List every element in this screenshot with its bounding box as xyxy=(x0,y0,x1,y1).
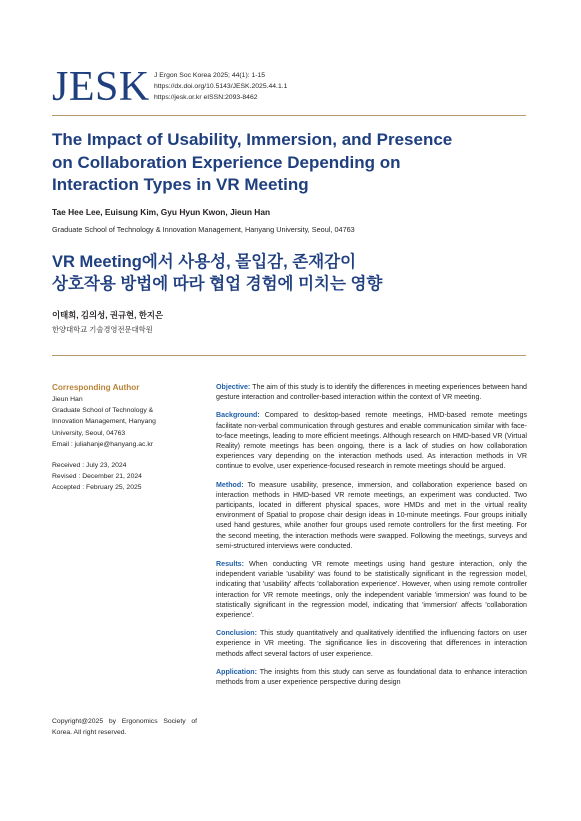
abstract-text: This study quantitatively and qualitatively identified the influencing factors on user experience in VR meeting. The significance lies in discovering that differences in interaction methods affect several factors of user experience. xyxy=(216,629,527,658)
abstract-label: Background: xyxy=(216,411,260,420)
abstract-text: When conducting VR remote meetings using hand gesture interaction, only the independent variable 'usability' was found to be statistically significant in the regression model, indicating that 'usability' affects 'collaboration experience'. However, when using remote controller interaction for VR remote meetings, only the independent variable 'immersion' was found to be statistically significant in the regression model, indicating that 'immersion' affects 'collaboration experience'. xyxy=(216,560,527,620)
korean-title-line: 상호작용 방법에 따라 협업 경험에 미치는 영향 xyxy=(52,274,383,293)
journal-header xyxy=(52,66,532,110)
abstract-results xyxy=(216,559,527,620)
abstract-text: The aim of this study is to identify the differences in meeting experiences between hand gesture interaction and controller-based interaction within the context of VR meeting. xyxy=(216,383,527,402)
section-divider xyxy=(52,355,526,356)
corresponding-author-panel xyxy=(52,382,200,494)
corresponding-author-address: Innovation Management, Hanyang xyxy=(52,418,156,426)
abstract-objective xyxy=(216,382,527,402)
paper-title xyxy=(52,129,522,197)
journal-logo: JESK xyxy=(52,64,150,110)
revised-date: Revised : December 21, 2024 xyxy=(52,473,142,481)
abstract-conclusion xyxy=(216,628,527,659)
paper-title-line: on Collaboration Experience Depending on xyxy=(52,152,401,172)
abstract-label: Conclusion: xyxy=(216,629,257,638)
korean-title xyxy=(52,252,522,295)
journal-citation: J Ergon Soc Korea 2025; 44(1): 1-15 xyxy=(154,72,266,79)
header-divider xyxy=(52,115,526,116)
abstract-method xyxy=(216,480,527,551)
affiliation: Graduate School of Technology & Innovation Management, Hanyang University, Seoul, 04763 xyxy=(52,225,355,234)
abstract-label: Method: xyxy=(216,480,244,489)
received-date: Received : July 23, 2024 xyxy=(52,462,127,470)
corresponding-author-address: University, Seoul, 04763 xyxy=(52,429,126,437)
abstract-text: The insights from this study can serve as foundational data to enhance interaction methods from a user experience perspective during design xyxy=(216,667,527,687)
submission-dates xyxy=(52,460,200,494)
journal-url-issn[interactable]: https://jesk.or.kr eISSN:2093-8462 xyxy=(154,94,258,101)
abstract-label: Results: xyxy=(216,560,244,569)
paper-title-line: The Impact of Usability, Immersion, and Presence xyxy=(52,130,453,149)
abstract-label: Objective: xyxy=(216,383,251,391)
abstract-text: To measure usability, presence, immersion, and collaboration experience based on interaction methods in HMD-based VR remote meetings, an experiment was conducted. Two participants, located in different physical spaces, wore HMDs and met in the virtual reality environment of Spatial to propose chair design ideas in 10-minute meetings. Four groups initially used hand gestures, while another four groups used remote controllers for the first meeting. For the second meeting, the interaction methods were swapped. Following the meetings, surveys and semi-structured interviews were conducted. xyxy=(216,480,527,550)
corresponding-author-address: Graduate School of Technology & xyxy=(52,407,154,415)
abstract-text: Compared to desktop-based remote meetings, HMD-based remote meetings facilitate non-verbal communication through gestures and enable communication similar with face-to-face meetings, leading to more efficient meetings. Although research on HMD-based VR (Virtual Reality) remote meetings has been ongoing, there is a lack of studies on how collaboration experiences vary depending on the interaction methods used. As interaction methods in VR continue to evolve, user experience-focused research in remote meetings should be argued. xyxy=(216,411,527,471)
copyright-notice: Copyright@2025 by Ergonomics Society of Korea. All right reserved. xyxy=(52,718,197,736)
journal-meta xyxy=(154,70,287,103)
korean-affiliation: 한양대학교 기술경영전문대학원 xyxy=(52,325,153,334)
abstract xyxy=(216,382,527,695)
paper-title-line: Interaction Types in VR Meeting xyxy=(52,175,309,194)
corresponding-author-email[interactable]: Email : juliahanje@hanyang.ac.kr xyxy=(52,440,153,448)
journal-doi-link[interactable]: https://dx.doi.org/10.5143/JESK.2025.44.1.1 xyxy=(154,83,288,90)
abstract-background xyxy=(216,410,527,471)
abstract-application xyxy=(216,667,527,687)
abstract-label: Application: xyxy=(216,667,257,676)
accepted-date: Accepted : February 25, 2025 xyxy=(52,484,142,492)
korean-title-line: VR Meeting에서 사용성, 몰입감, 존재감이 xyxy=(52,253,357,271)
korean-author-list: 이태희, 김의성, 권규현, 한지은 xyxy=(52,310,164,320)
author-list: Tae Hee Lee, Euisung Kim, Gyu Hyun Kwon, Jieun Han xyxy=(52,207,271,217)
corresponding-author-heading: Corresponding Author xyxy=(52,383,140,392)
corresponding-author-name: Jieun Han xyxy=(52,396,83,403)
